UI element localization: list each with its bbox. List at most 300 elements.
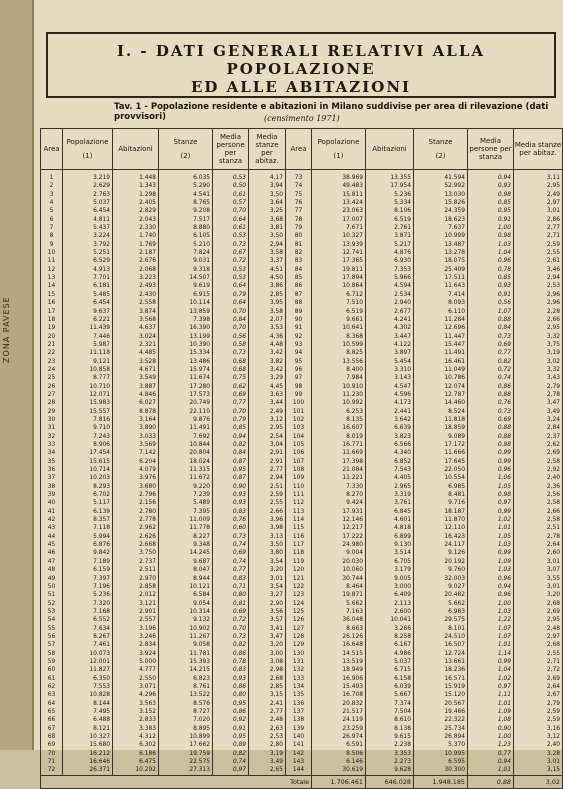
table-cell: 0,70 <box>213 408 249 416</box>
table-cell: 0,93 <box>213 491 249 499</box>
table-cell: 8.101 <box>414 625 468 633</box>
area-cell: 121 <box>286 575 312 583</box>
table-cell: 6.454 <box>63 207 113 215</box>
table-row <box>41 474 563 482</box>
table-cell: 10.710 <box>63 383 113 391</box>
table-cell: 3,20 <box>249 566 286 574</box>
table-cell: 6.204 <box>113 458 159 466</box>
table-cell: 9.058 <box>159 641 213 649</box>
table-cell: 17.398 <box>312 458 366 466</box>
table-cell: 4.637 <box>113 324 159 332</box>
area-cell: 19 <box>41 324 63 332</box>
table-row <box>41 458 563 466</box>
table-cell: 0,78 <box>468 266 514 274</box>
table-row <box>41 333 563 341</box>
table-cell: 10.641 <box>312 324 366 332</box>
table-cell: 8.906 <box>63 441 113 449</box>
table-cell: 11.284 <box>414 316 468 324</box>
table-row <box>41 608 563 616</box>
table-cell: 1,03 <box>468 541 514 549</box>
table-cell: 3,96 <box>249 516 286 524</box>
area-cell: 44 <box>41 533 63 541</box>
table-cell: 16.390 <box>159 324 213 332</box>
area-cell: 144 <box>286 766 312 775</box>
header-abitazioni-right: Abitazioni <box>366 129 414 170</box>
table-cell: 8.270 <box>312 491 366 499</box>
table-cell: 2,58 <box>514 458 563 466</box>
area-cell: 33 <box>41 441 63 449</box>
table-cell: 10.786 <box>414 374 468 382</box>
table-cell: 1,11 <box>468 691 514 699</box>
table-cell: 3,42 <box>249 349 286 357</box>
table-row <box>41 366 563 374</box>
table-cell: 10.599 <box>312 341 366 349</box>
area-cell: 80 <box>286 232 312 240</box>
table-cell: 3.164 <box>113 416 159 424</box>
table-row <box>41 291 563 299</box>
table-row <box>41 232 563 240</box>
table-row <box>41 374 563 382</box>
table-cell: 26.126 <box>312 633 366 641</box>
area-cell: 8 <box>41 232 63 240</box>
table-cell: 3.924 <box>113 650 159 658</box>
table-cell: 2.668 <box>113 541 159 549</box>
table-cell: 1,00 <box>468 224 514 232</box>
area-cell: 89 <box>286 308 312 316</box>
table-cell: 19.759 <box>159 750 213 758</box>
table-cell: 5.662 <box>414 600 468 608</box>
table-cell: 0,85 <box>213 424 249 432</box>
table-cell: 0,69 <box>213 549 249 557</box>
table-cell: 6.186 <box>113 750 159 758</box>
table-cell: 8.135 <box>312 416 366 424</box>
table-cell: 4.296 <box>113 691 159 699</box>
area-cell: 24 <box>41 366 63 374</box>
table-cell: 30.300 <box>414 766 468 775</box>
area-cell: 21 <box>41 341 63 349</box>
table-cell: 24.510 <box>414 633 468 641</box>
table-row <box>41 216 563 224</box>
table-cell: 4,36 <box>249 333 286 341</box>
table-cell: 7.692 <box>159 433 213 441</box>
table-cell: 19.466 <box>414 708 468 716</box>
table-cell: 4.547 <box>366 383 414 391</box>
table-cell: 6.253 <box>312 408 366 416</box>
area-cell: 69 <box>41 741 63 749</box>
table-cell: 6.488 <box>63 716 113 724</box>
table-cell: 10.327 <box>63 733 113 741</box>
table-row <box>41 658 563 666</box>
table-cell: 7.495 <box>63 708 113 716</box>
table-cell: 4.122 <box>366 341 414 349</box>
table-cell: 9.031 <box>159 257 213 265</box>
area-cell: 141 <box>286 741 312 749</box>
table-cell: 1,07 <box>468 625 514 633</box>
area-cell: 13 <box>41 274 63 282</box>
header-stanze: Stanze (2) <box>159 129 213 170</box>
area-cell: 3 <box>41 191 63 199</box>
table-cell: 2.238 <box>366 741 414 749</box>
table-cell: 6.110 <box>414 308 468 316</box>
table-cell: 2.330 <box>113 224 159 232</box>
table-cell: 9.089 <box>414 433 468 441</box>
table-cell: 6.146 <box>312 758 366 766</box>
table-cell: 2,59 <box>514 241 563 249</box>
area-cell: 83 <box>286 257 312 265</box>
area-cell: 105 <box>286 441 312 449</box>
table-cell: 11.666 <box>414 449 468 457</box>
table-cell: 7.414 <box>414 291 468 299</box>
table-cell: 2,79 <box>514 383 563 391</box>
table-cell: 9.318 <box>159 266 213 274</box>
table-cell: 6.181 <box>63 282 113 290</box>
table-cell: 3.823 <box>366 433 414 441</box>
table-cell: 0,73 <box>468 333 514 341</box>
table-cell: 8.293 <box>63 483 113 491</box>
table-cell: 3,04 <box>249 441 286 449</box>
total-stanze: 1.948.185 <box>414 775 468 788</box>
table-cell: 2,55 <box>249 499 286 507</box>
table-row <box>41 750 563 758</box>
area-cell: 60 <box>41 666 63 674</box>
table-cell: 3,20 <box>249 641 286 649</box>
table-cell: 18.949 <box>312 666 366 674</box>
table-cell: 8.106 <box>366 207 414 215</box>
table-cell: 6.930 <box>366 257 414 265</box>
table-cell: 24.119 <box>312 716 366 724</box>
table-cell: 6.915 <box>159 291 213 299</box>
table-subtitle: (censimento 1971) <box>264 114 340 123</box>
table-cell: 4,17 <box>249 170 286 183</box>
table-cell: 0,64 <box>213 216 249 224</box>
area-cell: 115 <box>286 524 312 532</box>
table-cell: 0,99 <box>468 508 514 516</box>
table-cell: 11.267 <box>159 633 213 641</box>
table-cell: 12.071 <box>63 391 113 399</box>
table-cell: 15.557 <box>63 408 113 416</box>
table-cell: 17.931 <box>312 508 366 516</box>
table-cell: 2,77 <box>249 708 286 716</box>
table-row <box>41 170 563 183</box>
table-cell: 0,69 <box>213 608 249 616</box>
area-cell: 45 <box>41 541 63 549</box>
table-cell: 2.761 <box>366 224 414 232</box>
table-cell: 7.504 <box>366 708 414 716</box>
table-row <box>41 558 563 566</box>
table-cell: 0,82 <box>213 750 249 758</box>
table-cell: 0,85 <box>468 199 514 207</box>
table-cell: 3,01 <box>514 558 563 566</box>
table-row <box>41 199 563 207</box>
table-cell: 1.448 <box>113 170 159 183</box>
table-cell: 1,01 <box>468 524 514 532</box>
area-cell: 14 <box>41 282 63 290</box>
table-cell: 5.000 <box>113 658 159 666</box>
area-cell: 130 <box>286 650 312 658</box>
table-cell: 8.880 <box>159 224 213 232</box>
table-cell: 3.750 <box>113 549 159 557</box>
table-cell: 0,99 <box>468 449 514 457</box>
table-cell: 1.298 <box>113 191 159 199</box>
area-cell: 84 <box>286 266 312 274</box>
table-cell: 8.481 <box>414 491 468 499</box>
table-cell: 3,57 <box>249 616 286 624</box>
table-cell: 52.992 <box>414 182 468 190</box>
table-cell: 0,84 <box>213 449 249 457</box>
book-spine <box>0 0 34 750</box>
table-cell: 9.132 <box>159 616 213 624</box>
table-row <box>41 716 563 724</box>
table-cell: 10.314 <box>159 608 213 616</box>
table-cell: 17.954 <box>366 182 414 190</box>
table-row <box>41 191 563 199</box>
table-cell: 2.321 <box>113 341 159 349</box>
area-cell: 55 <box>41 625 63 633</box>
table-cell: 2,36 <box>514 483 563 491</box>
table-cell: 2,71 <box>514 232 563 240</box>
table-cell: 7.397 <box>63 575 113 583</box>
table-cell: 15.680 <box>63 741 113 749</box>
table-cell: 8.895 <box>159 725 213 733</box>
table-row <box>41 566 563 574</box>
table-row <box>41 758 563 766</box>
table-cell: 0,82 <box>468 358 514 366</box>
table-cell: 8.144 <box>63 700 113 708</box>
table-cell: 3.024 <box>113 333 159 341</box>
table-cell: 7.824 <box>159 249 213 257</box>
table-cell: 4.241 <box>366 316 414 324</box>
table-cell: 10.203 <box>63 474 113 482</box>
table-cell: 26.974 <box>312 733 366 741</box>
table-cell: 1,06 <box>468 474 514 482</box>
table-cell: 2,78 <box>514 391 563 399</box>
table-cell: 2.676 <box>113 257 159 265</box>
header-media-persone-right: Media persone per stanza <box>468 129 514 170</box>
table-cell: 5.117 <box>63 499 113 507</box>
table-cell: 3,98 <box>249 524 286 532</box>
table-cell: 7.637 <box>414 224 468 232</box>
table-cell: 4.876 <box>366 249 414 257</box>
table-cell: 10.073 <box>63 650 113 658</box>
table-row <box>41 641 563 649</box>
table-cell: 8.258 <box>366 633 414 641</box>
area-cell: 119 <box>286 558 312 566</box>
table-row <box>41 675 563 683</box>
table-cell: 9.121 <box>63 358 113 366</box>
area-cell: 98 <box>286 383 312 391</box>
table-cell: 30.744 <box>312 575 366 583</box>
table-cell: 5.236 <box>63 591 113 599</box>
table-cell: 0,64 <box>213 299 249 307</box>
table-cell: 16.607 <box>312 424 366 432</box>
area-cell: 135 <box>286 691 312 699</box>
table-cell: 0,86 <box>213 708 249 716</box>
table-cell: 6.159 <box>63 566 113 574</box>
table-cell: 8.267 <box>63 633 113 641</box>
table-cell: 0,72 <box>468 366 514 374</box>
table-cell: 7.374 <box>366 700 414 708</box>
table-cell: 10.390 <box>159 341 213 349</box>
table-cell: 0,97 <box>213 766 249 775</box>
spine-label: ZONA PAVESE <box>2 296 11 364</box>
table-cell: 1,03 <box>468 566 514 574</box>
area-cell: 26 <box>41 383 63 391</box>
table-cell: 0,99 <box>468 658 514 666</box>
area-cell: 15 <box>41 291 63 299</box>
table-cell: 15.811 <box>312 191 366 199</box>
area-cell: 25 <box>41 374 63 382</box>
area-cell: 93 <box>286 341 312 349</box>
table-cell: 5.994 <box>63 533 113 541</box>
table-cell: 6.027 <box>113 399 159 407</box>
table-cell: 0,73 <box>213 241 249 249</box>
table-cell: 0,88 <box>468 391 514 399</box>
table-cell: 1,04 <box>468 666 514 674</box>
table-cell: 7.196 <box>63 583 113 591</box>
table-cell: 6.566 <box>366 441 414 449</box>
table-cell: 12.724 <box>414 650 468 658</box>
table-cell: 6.519 <box>312 308 366 316</box>
table-cell: 10.858 <box>63 366 113 374</box>
table-cell: 41.594 <box>414 170 468 183</box>
header-popolazione: Popolazione (1) <box>63 129 113 170</box>
table-row <box>41 733 563 741</box>
table-row <box>41 541 563 549</box>
table-cell: 4.846 <box>113 391 159 399</box>
area-cell: 34 <box>41 449 63 457</box>
table-row <box>41 299 563 307</box>
table-cell: 2,68 <box>514 600 563 608</box>
table-cell: 8.357 <box>63 516 113 524</box>
table-cell: 0,69 <box>213 391 249 399</box>
area-cell: 38 <box>41 483 63 491</box>
table-cell: 0,74 <box>468 374 514 382</box>
table-cell: 3.223 <box>113 274 159 282</box>
table-cell: 2.511 <box>113 566 159 574</box>
table-cell: 3.887 <box>113 383 159 391</box>
table-cell: 3.549 <box>113 374 159 382</box>
table-row <box>41 666 563 674</box>
area-cell: 1 <box>41 170 63 183</box>
table-cell: 7.163 <box>312 608 366 616</box>
table-row <box>41 650 563 658</box>
table-cell: 2.965 <box>366 483 414 491</box>
table-cell: 7.984 <box>312 374 366 382</box>
table-row <box>41 358 563 366</box>
table-cell: 9.005 <box>366 575 414 583</box>
table-cell: 6.899 <box>366 533 414 541</box>
table-cell: 2.068 <box>113 266 159 274</box>
table-cell: 8.663 <box>312 625 366 633</box>
table-cell: 2,94 <box>249 474 286 482</box>
table-cell: 12.110 <box>414 524 468 532</box>
table-cell: 3,43 <box>514 374 563 382</box>
table-cell: 5.037 <box>63 199 113 207</box>
table-cell: 3.121 <box>113 600 159 608</box>
table-cell: 1,09 <box>468 558 514 566</box>
area-cell: 90 <box>286 316 312 324</box>
table-cell: 2,60 <box>514 549 563 557</box>
table-cell: 4.312 <box>113 733 159 741</box>
table-row <box>41 483 563 491</box>
table-cell: 2,69 <box>514 675 563 683</box>
table-cell: 20.567 <box>414 700 468 708</box>
header-media-stanze: Media stanze per abitaz. <box>249 129 286 170</box>
table-cell: 0,96 <box>468 575 514 583</box>
table-cell: 10.902 <box>159 625 213 633</box>
table-cell: 13.939 <box>312 241 366 249</box>
table-row <box>41 182 563 190</box>
table-cell: 0,72 <box>213 616 249 624</box>
area-cell: 120 <box>286 566 312 574</box>
table-cell: 5.437 <box>63 224 113 232</box>
table-cell: 6.302 <box>113 741 159 749</box>
table-cell: 0,84 <box>213 316 249 324</box>
table-cell: 15.919 <box>414 683 468 691</box>
area-cell: 131 <box>286 658 312 666</box>
table-row <box>41 575 563 583</box>
table-cell: 11.781 <box>159 650 213 658</box>
table-row <box>41 691 563 699</box>
table-cell: 10.554 <box>414 474 468 482</box>
table-cell: 3,56 <box>249 608 286 616</box>
area-cell: 64 <box>41 700 63 708</box>
table-cell: 0,86 <box>468 383 514 391</box>
header-area: Area <box>41 129 63 170</box>
area-cell: 32 <box>41 433 63 441</box>
table-cell: 17.222 <box>312 533 366 541</box>
table-cell: 2,58 <box>514 499 563 507</box>
area-cell: 67 <box>41 725 63 733</box>
table-cell: 0,67 <box>213 249 249 257</box>
table-cell: 2,92 <box>514 466 563 474</box>
table-cell: 0,83 <box>213 575 249 583</box>
table-cell: 26.894 <box>414 733 468 741</box>
area-cell: 143 <box>286 758 312 766</box>
table-cell: 17.454 <box>63 449 113 457</box>
table-cell: 3,46 <box>514 266 563 274</box>
table-cell: 0,73 <box>213 633 249 641</box>
table-cell: 3,16 <box>514 725 563 733</box>
table-cell: 8.761 <box>159 683 213 691</box>
table-row <box>41 524 563 532</box>
table-cell: 12.001 <box>63 658 113 666</box>
table-cell: 13.486 <box>159 358 213 366</box>
table-cell: 14.460 <box>414 399 468 407</box>
table-cell: 1,05 <box>468 483 514 491</box>
table-row <box>41 741 563 749</box>
table-cell: 18.236 <box>414 666 468 674</box>
table-row <box>41 591 563 599</box>
table-cell: 5.236 <box>366 191 414 199</box>
table-cell: 0,96 <box>468 466 514 474</box>
table-cell: 4.601 <box>366 516 414 524</box>
table-cell: 17.662 <box>159 741 213 749</box>
table-row <box>41 708 563 716</box>
area-cell: 5 <box>41 207 63 215</box>
table-cell: 0,96 <box>468 591 514 599</box>
table-cell: 0,72 <box>213 257 249 265</box>
table-cell: 7.398 <box>159 316 213 324</box>
table-cell: 0,56 <box>213 333 249 341</box>
area-cell: 50 <box>41 583 63 591</box>
area-cell: 46 <box>41 549 63 557</box>
table-cell: 3,28 <box>514 750 563 758</box>
area-cell: 49 <box>41 575 63 583</box>
table-cell: 7.020 <box>159 716 213 724</box>
table-cell: 6.712 <box>312 291 366 299</box>
table-cell: 1,02 <box>468 516 514 524</box>
